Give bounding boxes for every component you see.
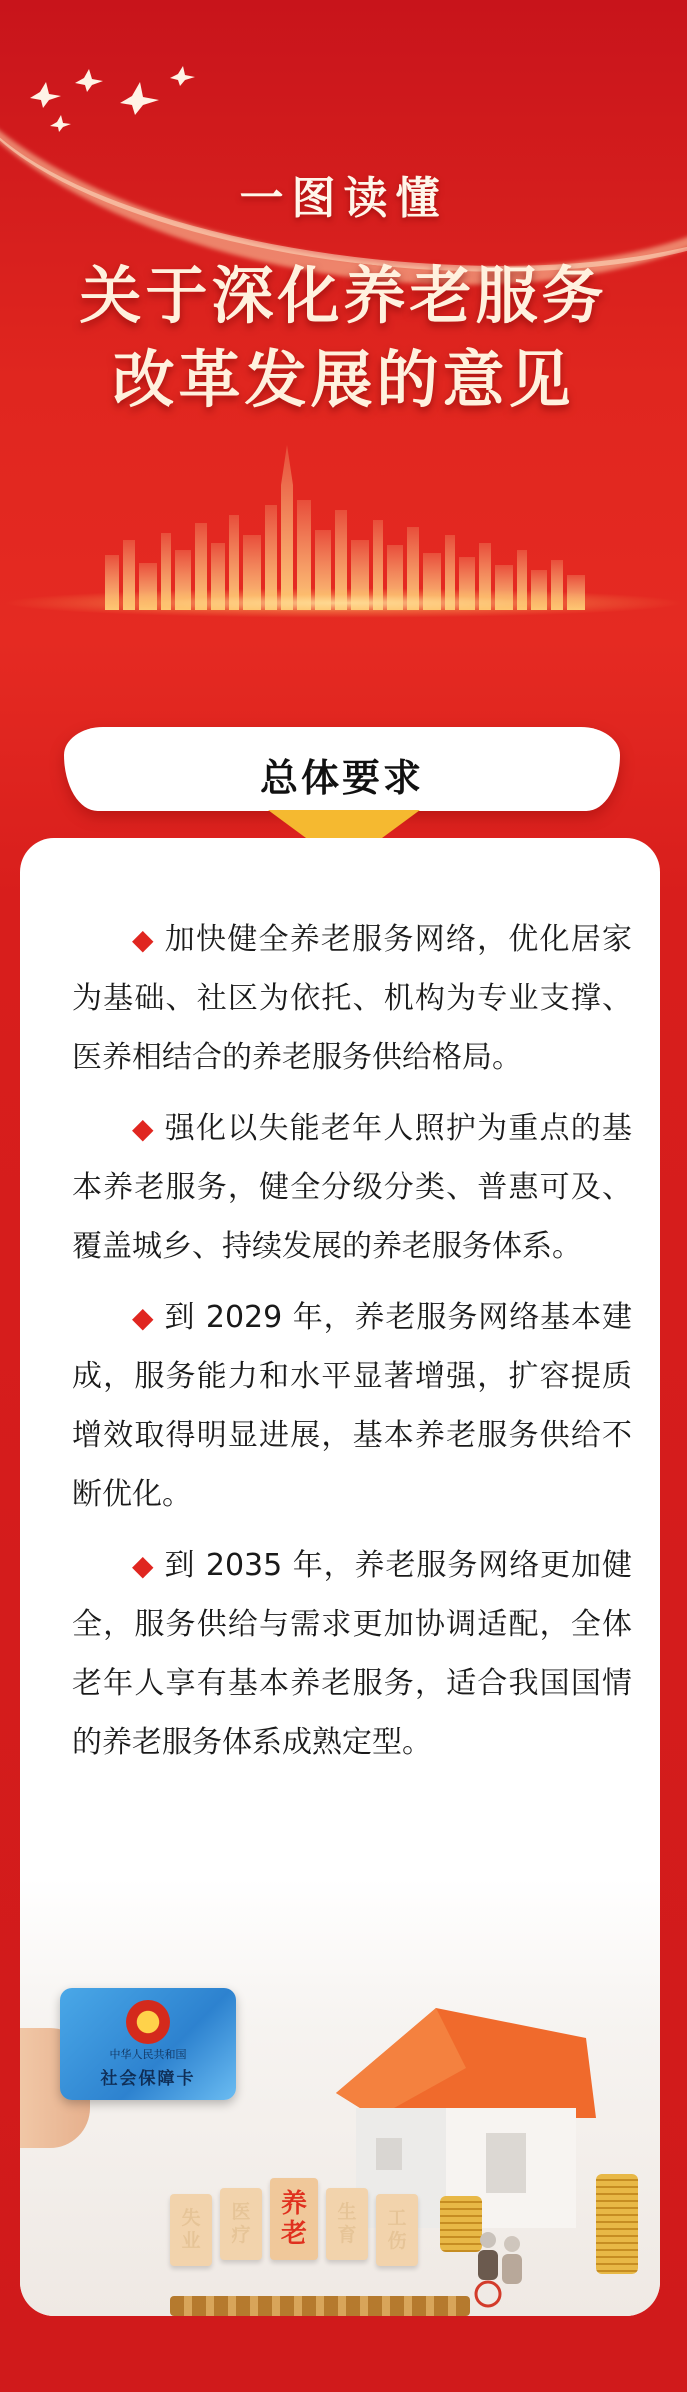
requirement-text: 加快健全养老服务网络，优化居家为基础、社区为依托、机构为专业支撑、医养相结合的养老服务供给格局。 xyxy=(72,922,632,1075)
header-title-line-1: 关于深化养老服务 xyxy=(79,259,608,332)
horizon-glow xyxy=(0,588,687,618)
national-emblem-icon xyxy=(126,2000,170,2044)
diamond-bullet-icon: ◆ xyxy=(132,1301,154,1334)
insurance-block xyxy=(220,2188,262,2260)
block-char: 医 xyxy=(231,2201,251,2223)
requirement-text: 到 2035 年，养老服务网络更加健全，服务供给与需求更加协调适配，全体老年人享有基本养老服务，适合我国国情的养老服务体系成熟定型。 xyxy=(72,1548,632,1760)
insurance-block-highlight xyxy=(270,2178,318,2260)
section-title: 总体要求 xyxy=(259,756,424,800)
block-char: 伤 xyxy=(387,2230,407,2252)
block-char: 养 xyxy=(280,2189,307,2219)
diamond-bullet-icon: ◆ xyxy=(132,1112,154,1145)
insurance-block xyxy=(376,2194,418,2266)
requirements-list xyxy=(72,910,632,1772)
header-banner xyxy=(0,0,687,700)
requirement-item xyxy=(72,910,632,1087)
block-char: 业 xyxy=(181,2230,201,2252)
illustration-scene xyxy=(20,1878,660,2316)
insurance-block xyxy=(170,2194,212,2266)
block-char: 工 xyxy=(387,2207,407,2229)
requirement-item xyxy=(72,1288,632,1524)
insurance-block xyxy=(326,2188,368,2260)
block-char: 育 xyxy=(337,2224,357,2246)
block-char: 失 xyxy=(181,2207,201,2229)
diamond-bullet-icon: ◆ xyxy=(132,1549,154,1582)
header-subtitle: 一图读懂 xyxy=(239,173,448,224)
card-label: 社会保障卡 xyxy=(100,2069,196,2089)
block-char: 老 xyxy=(280,2219,307,2249)
social-security-card-icon xyxy=(60,1988,236,2100)
abacus-icon xyxy=(170,2296,470,2316)
coin-stack-icon xyxy=(596,2174,638,2274)
dove-icon xyxy=(20,58,230,138)
header-title-line-2: 改革发展的意见 xyxy=(112,343,575,416)
requirement-text: 强化以失能老年人照护为重点的基本养老服务，健全分级分类、普惠可及、覆盖城乡、持续发展的养老服务体系。 xyxy=(72,1111,632,1264)
content-card xyxy=(20,838,660,2316)
card-issuer-text: 中华人民共和国 xyxy=(109,2048,187,2061)
elderly-couple-icon xyxy=(466,2228,532,2308)
requirement-item xyxy=(72,1099,632,1276)
diamond-bullet-icon: ◆ xyxy=(132,923,154,956)
block-char: 疗 xyxy=(231,2224,251,2246)
requirement-text: 到 2029 年，养老服务网络基本建成，服务能力和水平显著增强，扩容提质增效取得明显进展，基本养老服务供给不断优化。 xyxy=(72,1300,632,1512)
city-skyline-icon xyxy=(95,445,595,610)
section-header xyxy=(64,727,620,811)
block-char: 生 xyxy=(337,2201,357,2223)
requirement-item xyxy=(72,1536,632,1772)
